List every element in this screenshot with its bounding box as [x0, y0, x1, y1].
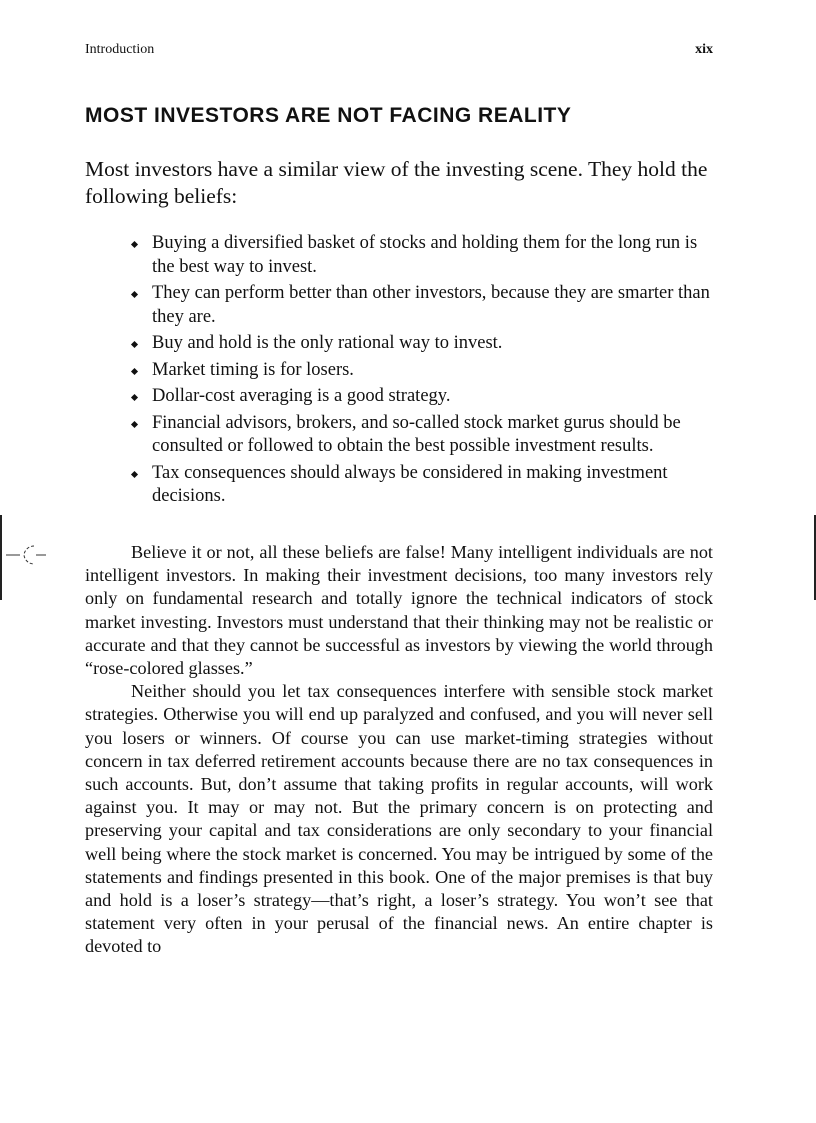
diamond-bullet-icon [131, 291, 138, 298]
beliefs-list [130, 232, 720, 512]
belief-item [130, 462, 720, 509]
belief-text: Buy and hold is the only rational way to invest. [152, 333, 503, 353]
section-heading: MOST INVESTORS ARE NOT FACING REALITY [85, 104, 572, 127]
diamond-bullet-icon [131, 420, 138, 427]
belief-text: Dollar-cost averaging is a good strategy. [152, 386, 451, 406]
body-paragraph: Neither should you let tax consequences interfere with sensible stock market strategies. Otherwise you will end up paralyzed and confused, and you will never sell you losers or winners. Of course you can use market-timing strategies without concern in tax deferred retirement accounts because there are no tax consequences in such accounts. But, don’t assume that taking profits in regular accounts, will work against you. It may or may not. But the primary concern is on protecting and preserving your capital and tax considerations are only secondary to your financial well being where the stock market is concerned. You may be intrigued by some of the statements and findings presented in this book. One of the major premises is that buy and hold is a loser’s strategy—that’s right, a loser’s strategy. You won’t see that statement very often in your perusal of the financial news. An entire chapter is devoted to [85, 681, 713, 957]
diamond-bullet-icon [131, 470, 138, 477]
registration-mark-icon [6, 540, 46, 570]
belief-item [130, 359, 720, 383]
belief-text: Buying a diversified basket of stocks and holding them for the long run is the best way to invest. [152, 233, 698, 277]
diamond-bullet-icon [131, 394, 138, 401]
belief-item [130, 385, 720, 409]
diamond-bullet-icon [131, 241, 138, 248]
running-head-section: Introduction [85, 42, 155, 57]
body-text [85, 541, 713, 959]
belief-item [130, 332, 720, 356]
crop-mark-left [0, 515, 2, 600]
belief-text: Market timing is for losers. [152, 359, 354, 380]
belief-text: Financial advisors, brokers, and so-called stock market gurus should be consulted or followed to obtain the best possible investment results. [152, 412, 681, 456]
diamond-bullet-icon [131, 367, 138, 374]
belief-text: Tax consequences should always be considered in making investment decisions. [152, 462, 668, 506]
diamond-bullet-icon [131, 341, 138, 348]
belief-text: They can perform better than other investors, because they are smarter than they are. [152, 283, 710, 327]
belief-item [130, 232, 720, 279]
page-number: xix [695, 42, 713, 57]
belief-item [130, 282, 720, 329]
intro-paragraph: Most investors have a similar view of the investing scene. They hold the following beliefs: [85, 157, 708, 208]
running-head [85, 42, 713, 62]
belief-item [130, 412, 720, 459]
body-paragraph: Believe it or not, all these beliefs are false! Many intelligent individuals are not intelligent investors. In making their investment decisions, too many investors rely only on fundamental research and totally ignore the technical indicators of stock market investing. Investors must understand that their thinking may not be realistic or accurate and that they cannot be successful as investors by viewing the world through “rose-colored glasses.” [85, 542, 713, 679]
